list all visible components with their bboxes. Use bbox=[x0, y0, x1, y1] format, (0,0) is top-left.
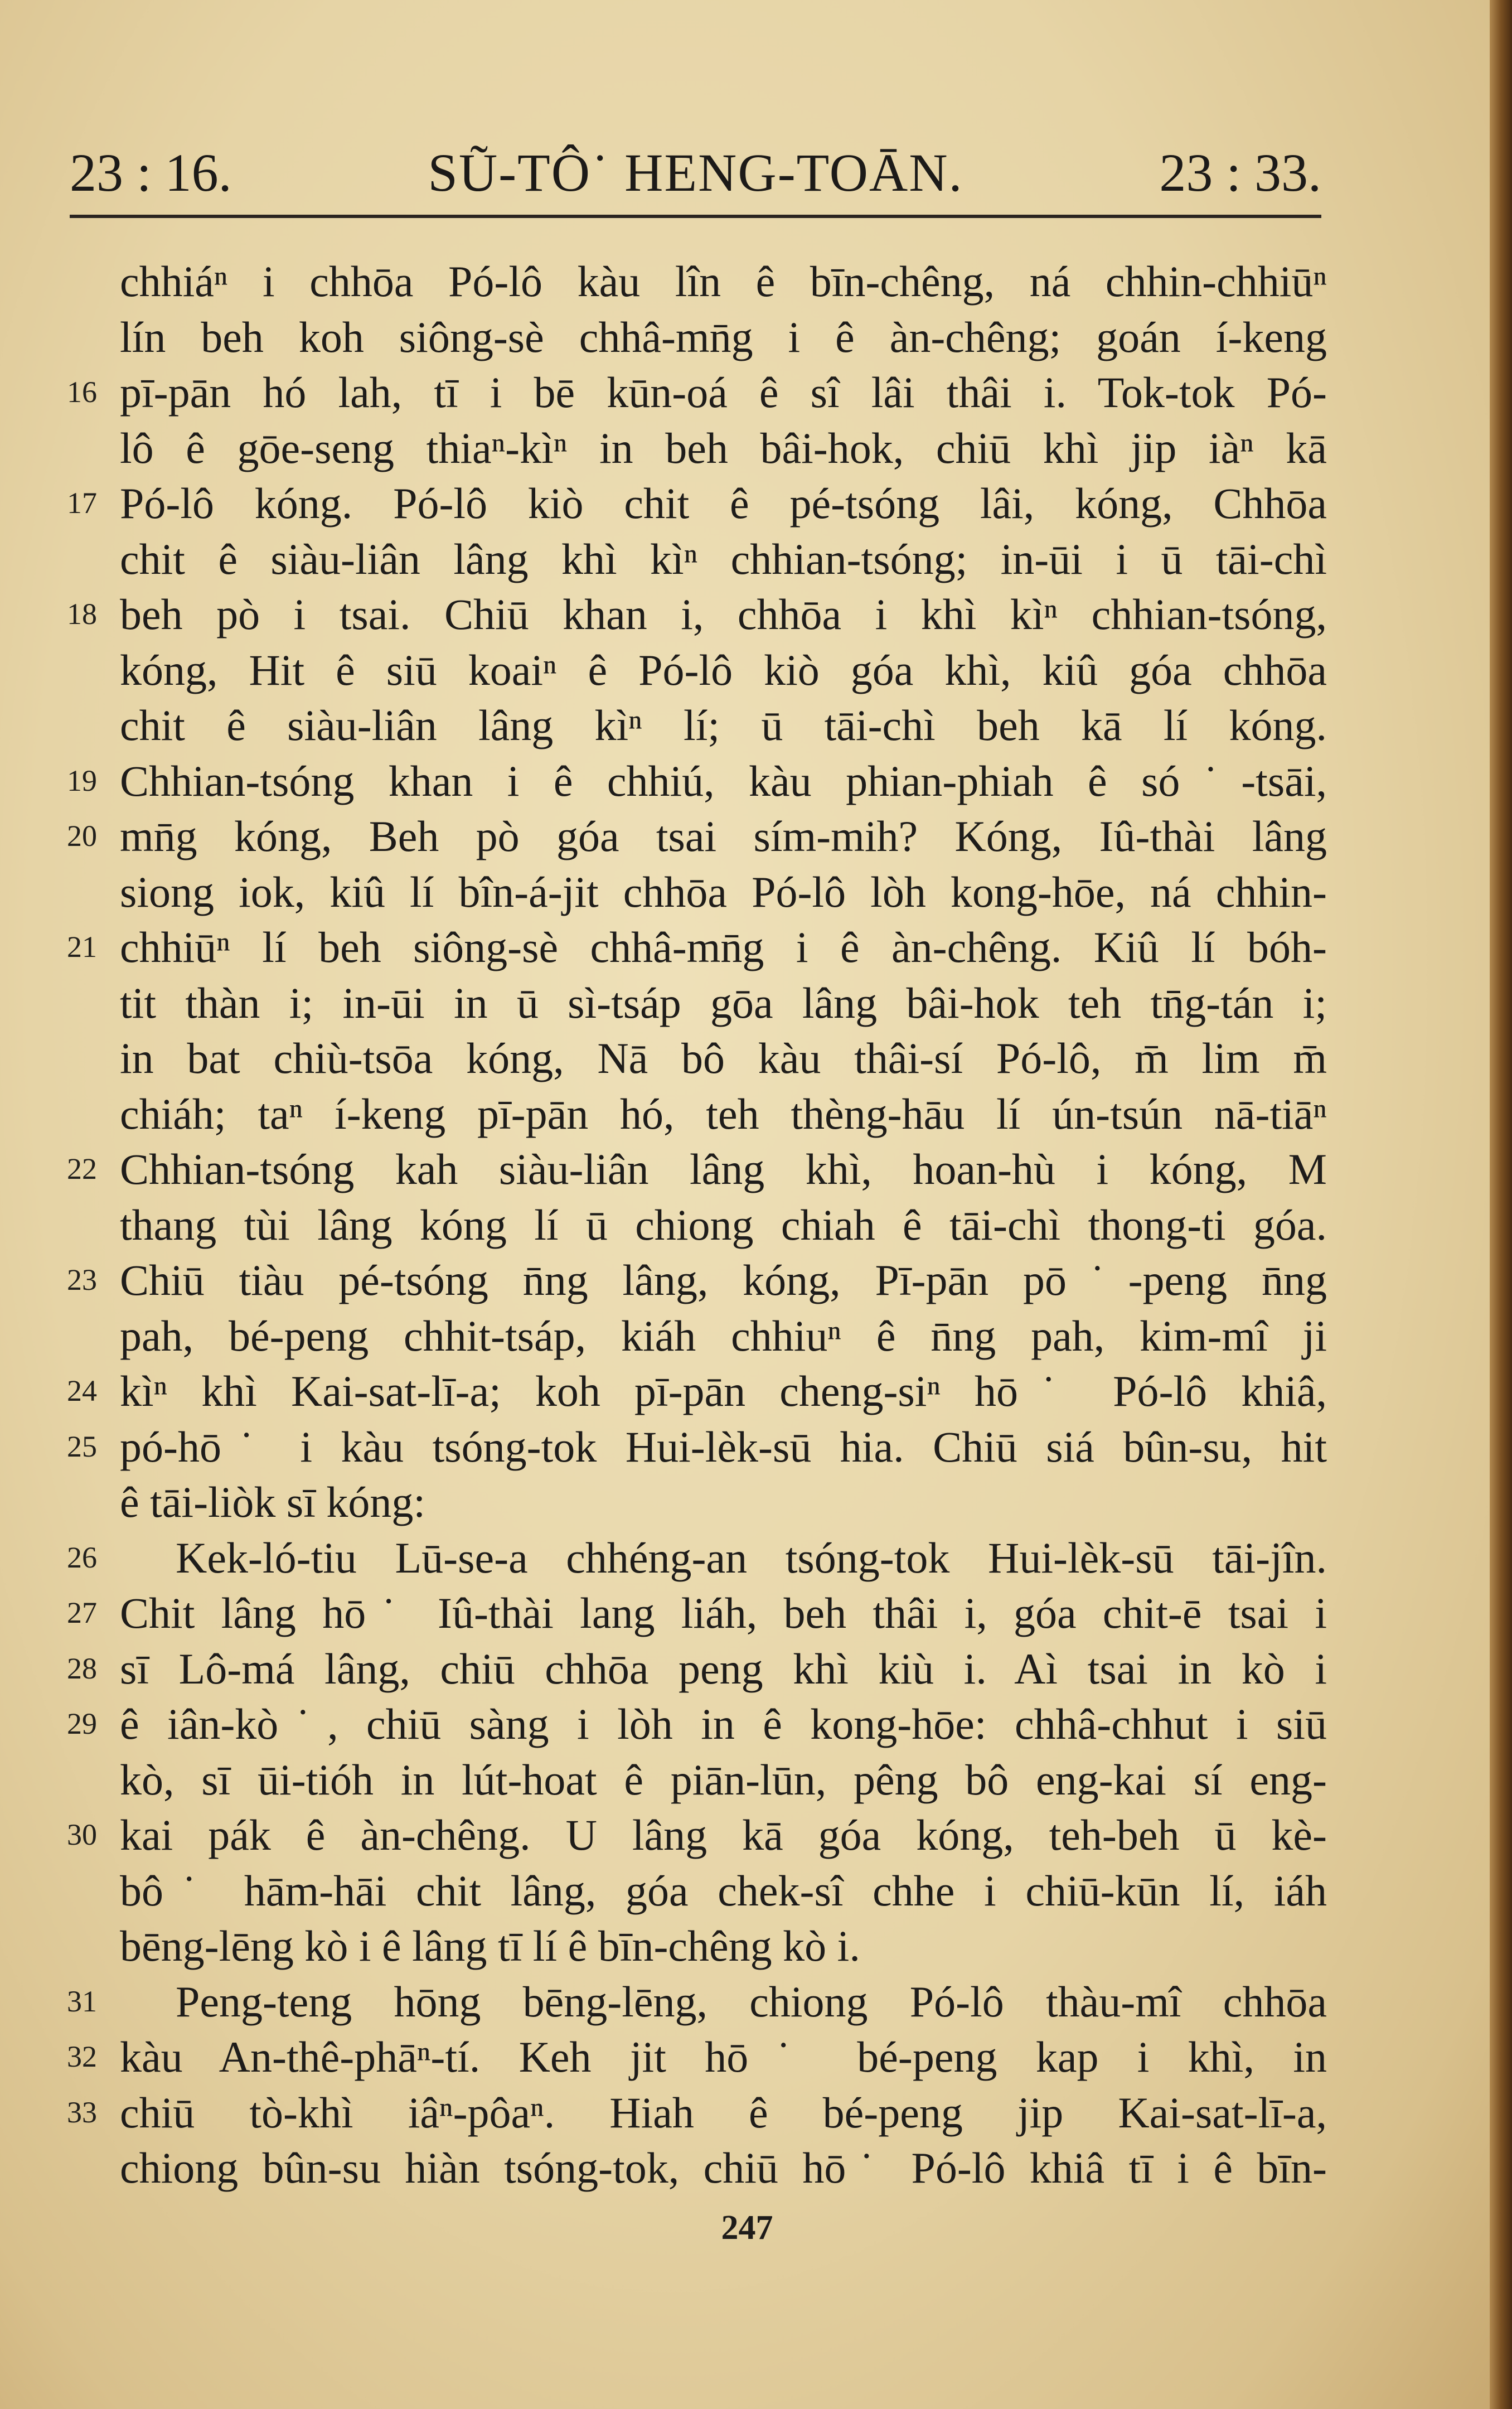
page-header bbox=[70, 142, 1321, 204]
text-line bbox=[67, 1807, 1327, 1863]
line-text: kò, sī ūi-tióh in lút-hoat ê piān-lūn, pêng bô eng-kai sí eng- bbox=[120, 1755, 1327, 1804]
line-text: mn̄g kóng, Beh pò góa tsai sím-mih? Kóng, Iû-thài lâng bbox=[120, 812, 1327, 860]
text-line bbox=[67, 1031, 1327, 1086]
text-line bbox=[67, 1918, 1327, 1974]
text-line bbox=[67, 1252, 1327, 1308]
line-text: Chhian-tsóng khan i ê chhiú, kàu phian-phiah ê só˙-tsāi, bbox=[120, 756, 1327, 805]
line-text: lín beh koh siông-sè chhâ-mn̄g i ê àn-chêng; goán í-keng bbox=[120, 312, 1327, 361]
text-line bbox=[67, 698, 1327, 753]
text-line bbox=[67, 920, 1327, 975]
header-rule bbox=[70, 215, 1321, 218]
line-text: bô˙ hām-hāi chit lâng, góa chek-sî chhe i chiū-kūn lí, iáh bbox=[120, 1866, 1327, 1915]
verse-number: 32 bbox=[67, 2040, 97, 2073]
line-text: kìⁿ khì Kai-sat-lī-a; koh pī-pān cheng-siⁿ hō˙ Pó-lô khiâ, bbox=[120, 1367, 1327, 1415]
verse-number: 27 bbox=[67, 1596, 97, 1629]
text-line bbox=[67, 1141, 1327, 1197]
page-number: 247 bbox=[721, 2209, 773, 2247]
header-right-reference: 23 : 33. bbox=[1159, 143, 1321, 202]
verse-number: 19 bbox=[67, 763, 97, 797]
verse-number: 23 bbox=[67, 1263, 97, 1297]
text-line bbox=[67, 2085, 1327, 2141]
text-line bbox=[67, 254, 1327, 309]
line-text: kàu An-thê-phāⁿ-tí. Keh jit hō˙ bé-peng kap i khì, in bbox=[120, 2033, 1327, 2081]
text-line bbox=[67, 975, 1327, 1031]
line-text: kóng, Hit ê siū koaiⁿ ê Pó-lô kiò góa khì, kiû góa chhōa bbox=[120, 645, 1327, 694]
verse-number: 21 bbox=[67, 930, 97, 964]
running-title: SŨ-TÔ˙ HENG-TOĀN. bbox=[428, 143, 963, 202]
text-line bbox=[67, 531, 1327, 587]
text-line bbox=[67, 365, 1327, 420]
line-text: sī Lô-má lâng, chiū chhōa peng khì kiù i. Aì tsai in kò i bbox=[120, 1644, 1327, 1693]
verse-number: 33 bbox=[67, 2095, 97, 2129]
line-text: Chit lâng hō˙ Iû-thài lang liáh, beh thâi i, góa chit-ē tsai i bbox=[120, 1589, 1327, 1637]
text-line bbox=[67, 1641, 1327, 1697]
text-line bbox=[67, 476, 1327, 531]
text-line bbox=[67, 1086, 1327, 1142]
text-line bbox=[67, 2029, 1327, 2085]
verse-number: 28 bbox=[67, 1651, 97, 1685]
line-text: ê iân-kò˙, chiū sàng i lòh in ê kong-hōe: chhâ-chhut i siū bbox=[120, 1700, 1327, 1748]
line-text: pī-pān hó lah, tī i bē kūn-oá ê sî lâi thâi i. Tok-tok Pó- bbox=[120, 368, 1327, 417]
line-text: in bat chiù-tsōa kóng, Nā bô kàu thâi-sí Pó-lô, m̄ lim m̄ bbox=[120, 1034, 1327, 1082]
line-text: Pó-lô kóng. Pó-lô kiò chit ê pé-tsóng lâi, kóng, Chhōa bbox=[120, 479, 1327, 528]
verse-number: 20 bbox=[67, 819, 97, 853]
verse-number: 16 bbox=[67, 375, 97, 409]
line-text: Peng-teng hōng bēng-lēng, chiong Pó-lô thàu-mî chhōa bbox=[176, 1977, 1327, 2026]
line-text: chhiáⁿ i chhōa Pó-lô kàu lîn ê bīn-chêng, ná chhin-chhiūⁿ bbox=[120, 257, 1327, 306]
book-edge bbox=[1490, 0, 1512, 2409]
line-text: lô ê gōe-seng thiaⁿ-kìⁿ in beh bâi-hok, chiū khì jip iàⁿ kā bbox=[120, 423, 1327, 472]
text-line bbox=[67, 809, 1327, 864]
line-text: chit ê siàu-liân lâng kìⁿ lí; ū tāi-chì beh kā lí kóng. bbox=[120, 701, 1327, 749]
line-text: chiong bûn-su hiàn tsóng-tok, chiū hō˙ Pó-lô khiâ tī i ê bīn- bbox=[120, 2144, 1327, 2192]
header-left-reference: 23 : 16. bbox=[70, 143, 232, 202]
line-text: tit thàn i; in-ūi in ū sì-tsáp gōa lâng bâi-hok teh tn̄g-tán i; bbox=[120, 978, 1327, 1027]
text-line bbox=[67, 1197, 1327, 1253]
text-line bbox=[67, 1363, 1327, 1419]
line-text: Chiū tiàu pé-tsóng n̄ng lâng, kóng, Pī-pān pō˙-peng n̄ng bbox=[120, 1256, 1327, 1304]
line-text: chhiūⁿ lí beh siông-sè chhâ-mn̄g i ê àn-chêng. Kiû lí bóh- bbox=[120, 923, 1327, 971]
line-text: chiū tò-khì iâⁿ-pôaⁿ. Hiah ê bé-peng jip Kai-sat-lī-a, bbox=[120, 2088, 1327, 2137]
verse-number: 25 bbox=[67, 1429, 97, 1463]
line-text: kai pák ê àn-chêng. U lâng kā góa kóng, teh-beh ū kè- bbox=[120, 1811, 1327, 1859]
verse-number: 29 bbox=[67, 1707, 97, 1740]
line-text: Kek-ló-tiu Lū-se-a chhéng-an tsóng-tok Hui-lèk-sū tāi-jîn. bbox=[176, 1533, 1327, 1582]
line-text: beh pò i tsai. Chiū khan i, chhōa i khì kìⁿ chhian-tsóng, bbox=[120, 590, 1327, 638]
text-line bbox=[67, 1585, 1327, 1641]
line-text: chiáh; taⁿ í-keng pī-pān hó, teh thèng-hāu lí ún-tsún nā-tiāⁿ bbox=[120, 1089, 1327, 1138]
text-line bbox=[67, 1752, 1327, 1808]
line-text: bēng-lēng kò i ê lâng tī lí ê bīn-chêng kò i. bbox=[120, 1922, 860, 1970]
verse-number: 30 bbox=[67, 1818, 97, 1851]
text-line bbox=[67, 1474, 1327, 1530]
line-text: ê tāi-liòk sī kóng: bbox=[120, 1478, 426, 1526]
verse-number: 31 bbox=[67, 1984, 97, 2018]
text-line bbox=[67, 864, 1327, 920]
text-line bbox=[67, 1530, 1327, 1586]
verse-number: 17 bbox=[67, 486, 97, 520]
text-body bbox=[67, 254, 1327, 2196]
line-text: Chhian-tsóng kah siàu-liân lâng khì, hoan-hù i kóng, M bbox=[120, 1145, 1327, 1193]
text-line bbox=[67, 753, 1327, 809]
text-line bbox=[67, 1696, 1327, 1752]
verse-number: 26 bbox=[67, 1540, 97, 1574]
text-line bbox=[67, 642, 1327, 698]
line-text: thang tùi lâng kóng lí ū chiong chiah ê tāi-chì thong-ti góa. bbox=[120, 1200, 1327, 1249]
verse-number: 18 bbox=[67, 597, 97, 631]
line-text: pó-hō˙ i kàu tsóng-tok Hui-lèk-sū hia. Chiū siá bûn-su, hit bbox=[120, 1422, 1327, 1471]
text-line bbox=[67, 587, 1327, 642]
text-line bbox=[67, 1419, 1327, 1475]
text-line bbox=[67, 420, 1327, 476]
text-line bbox=[67, 1308, 1327, 1364]
verse-number: 24 bbox=[67, 1374, 97, 1407]
line-text: siong iok, kiû lí bîn-á-jit chhōa Pó-lô lòh kong-hōe, ná chhin- bbox=[120, 867, 1327, 916]
text-line bbox=[67, 1974, 1327, 2030]
text-line bbox=[67, 309, 1327, 365]
text-line bbox=[67, 2140, 1327, 2196]
text-line bbox=[67, 1863, 1327, 1919]
verse-number: 22 bbox=[67, 1152, 97, 1186]
line-text: chit ê siàu-liân lâng khì kìⁿ chhian-tsóng; in-ūi i ū tāi-chì bbox=[120, 534, 1327, 583]
line-text: pah, bé-peng chhit-tsáp, kiáh chhiuⁿ ê n̄ng pah, kim-mî ji bbox=[120, 1311, 1327, 1360]
